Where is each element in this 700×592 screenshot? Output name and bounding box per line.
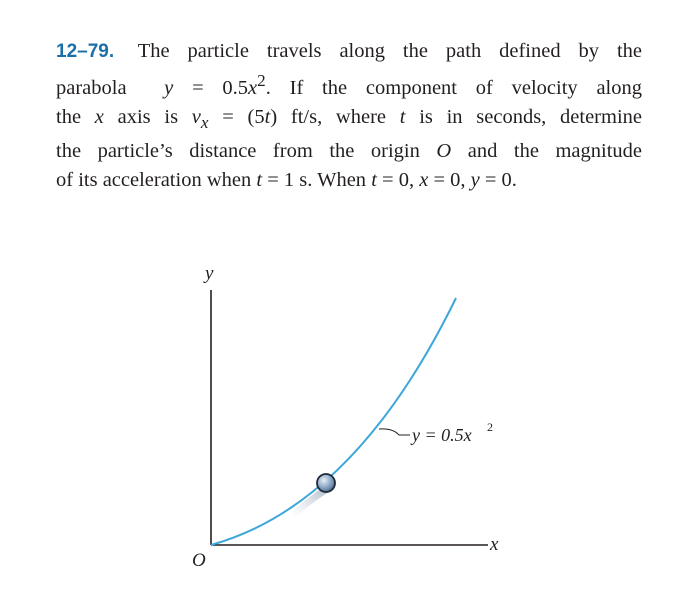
text-determine: is in seconds, determine [419,105,642,128]
origin-label: O [192,550,206,571]
text-equals-0: = 0, [382,168,415,191]
var-t: t [399,105,406,128]
problem-line-1-text: The particle travels along the path defined by the [137,40,642,62]
velocity-expr: (5 [247,105,265,128]
var-y: y [470,168,480,191]
text-acceleration-when: of its acceleration when [56,168,252,191]
var-t: t [371,168,377,191]
var-y: y [164,76,174,99]
text-the: the [56,105,82,128]
parabola-curve [211,298,456,545]
curve-label: y = 0.5x [412,425,472,445]
text-velocity-component: . If the component of velocity along [265,76,643,99]
text-equals-0: = 0, [433,168,466,191]
curve-label-leader [379,429,410,435]
var-v-subscript: x [200,112,209,132]
x-axis-label: x [490,534,499,555]
var-t: t [264,105,271,128]
equals-sign: = [222,105,234,128]
text-equals-0-end: = 0. [484,168,517,191]
coefficient: 0.5 [222,76,249,99]
text-axis-is: axis is [117,105,179,128]
particle [317,474,335,492]
curve-label-exponent: 2 [487,420,493,434]
text-equals-1s: = 1 s. When [267,168,367,191]
var-x: x [94,105,104,128]
text-parabola: parabola [56,76,127,99]
text-magnitude: and the magnitude [467,139,642,162]
var-x: x [419,168,429,191]
text-distance: the particle’s distance from the origin [56,139,420,162]
var-v: v [191,105,201,128]
var-x: x [248,76,258,99]
velocity-unit: ) ft/s, where [270,105,387,128]
problem-number: 12–79. [56,41,115,62]
equals-sign: = [192,76,204,99]
y-axis-label: y [205,263,214,284]
var-origin: O [436,139,452,162]
exponent: 2 [257,71,266,90]
var-t: t [256,168,263,191]
